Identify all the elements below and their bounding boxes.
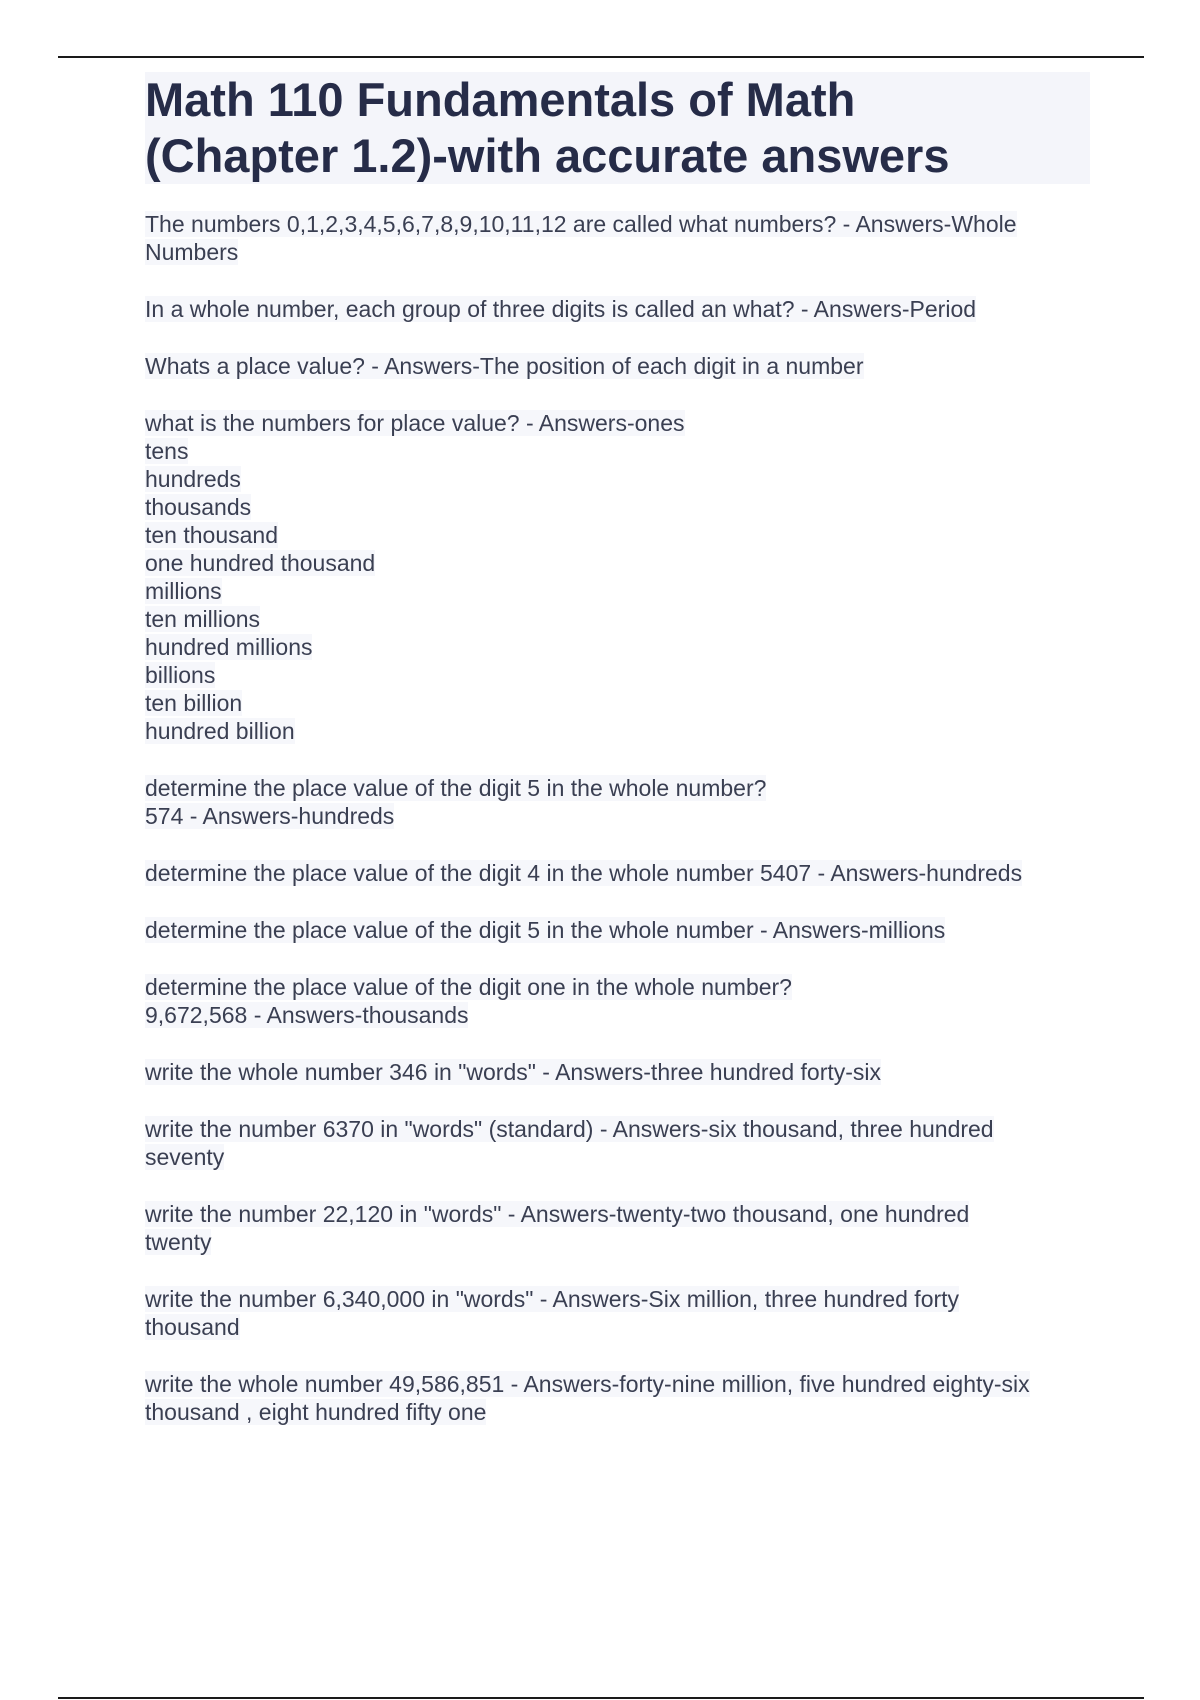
qa-item [145, 1200, 1090, 1256]
qa-item [145, 295, 1090, 323]
qa-item [145, 1370, 1090, 1426]
qa-item [145, 409, 1090, 745]
qa-text: write the whole number 346 in "words" - Answers-three hundred forty-six [145, 1059, 882, 1085]
qa-item [145, 352, 1090, 380]
top-rule [58, 56, 1144, 58]
qa-item [145, 1285, 1090, 1341]
qa-item [145, 1058, 1090, 1086]
document-title [145, 72, 1090, 184]
qa-text: The numbers 0,1,2,3,4,5,6,7,8,9,10,11,12 are called what numbers? - Answers-Whole Numbers [145, 211, 1017, 265]
qa-text: determine the place value of the digit 5 in the whole number - Answers-millions [145, 917, 946, 943]
qa-item [145, 1115, 1090, 1171]
title-line-2: (Chapter 1.2)-with accurate answers [145, 129, 950, 182]
document-body [145, 72, 1090, 1455]
qa-text: In a whole number, each group of three digits is called an what? - Answers-Period [145, 296, 977, 322]
bottom-rule [58, 1697, 1144, 1699]
qa-text: write the number 6,340,000 in "words" - Answers-Six million, three hundred forty thousand [145, 1286, 960, 1340]
qa-item [145, 210, 1090, 266]
qa-text: write the number 6370 in "words" (standard) - Answers-six thousand, three hundred seventy [145, 1116, 994, 1170]
title-line-1: Math 110 Fundamentals of Math [145, 73, 856, 126]
qa-text: write the number 22,120 in "words" - Answers-twenty-two thousand, one hundred twenty [145, 1201, 970, 1255]
qa-text: what is the numbers for place value? - Answers-ones tens hundreds thousands ten thousand one hundred thousand millions ten millions hundred millions billions ten billion hundred billion [145, 410, 685, 744]
qa-item [145, 973, 1090, 1029]
qa-text: determine the place value of the digit 5 in the whole number? 574 - Answers-hundreds [145, 775, 767, 829]
qa-text: determine the place value of the digit 4 in the whole number 5407 - Answers-hundreds [145, 860, 1023, 886]
qa-item [145, 774, 1090, 830]
qa-item [145, 916, 1090, 944]
qa-item [145, 859, 1090, 887]
qa-text: Whats a place value? - Answers-The position of each digit in a number [145, 353, 864, 379]
qa-text: determine the place value of the digit one in the whole number? 9,672,568 - Answers-thousands [145, 974, 792, 1028]
qa-text: write the whole number 49,586,851 - Answers-forty-nine million, five hundred eighty-six thousand , eight hundred fifty one [145, 1371, 1030, 1425]
qa-list [145, 210, 1090, 1426]
